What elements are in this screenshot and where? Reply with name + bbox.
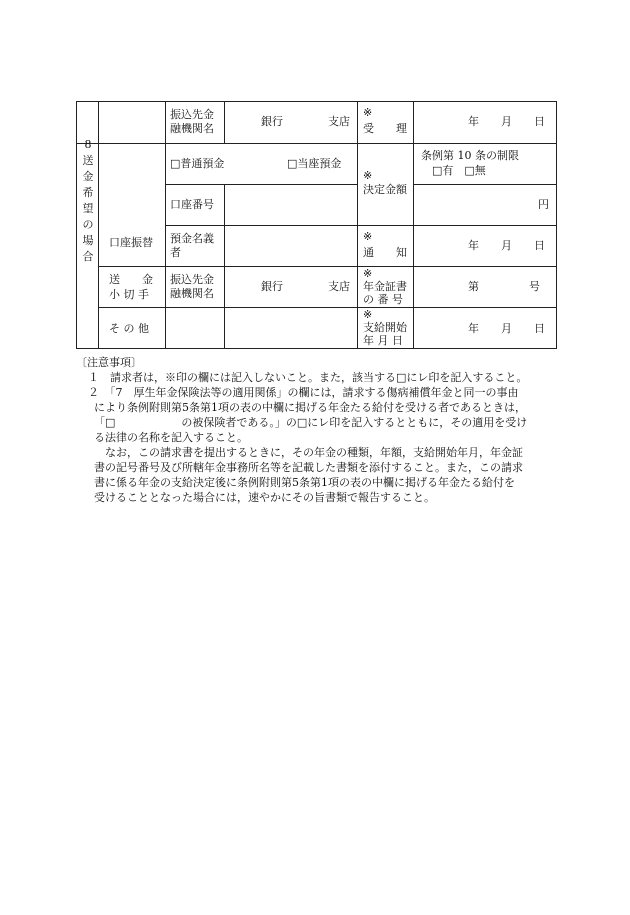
shosho-dai: 第 [468,280,479,293]
sokin-label: 送 金 [109,273,153,286]
futsu-yokin-checkbox[interactable]: □普通預金 [170,157,225,170]
shikyu-date: 年 月 日 [468,322,545,335]
shikyu-mark: ※ [363,308,373,321]
juri-date: 年 月 日 [468,115,545,128]
form-grid-lines [76,101,557,349]
koza-furikae-label: 口座振替 [109,236,153,249]
meigi-label-a: 預金名義 [170,232,214,245]
note-line-2: ２ 「7 厚生年金保険法等の適用関係」の欄には，請求する傷病補償年金と同一の事由 [88,386,519,399]
seigen-options-checkbox[interactable]: □有 □無 [432,164,486,177]
furikomi-label-1a: 振込先金 [170,108,214,121]
note-line-9: 受けることとなった場合には，速やかにその旨書類で報告すること。 [94,491,435,504]
remittance-form [76,101,557,349]
shiten-label-1: 支店 [328,115,350,128]
shikyu-label-a: 支給開始 [363,321,407,334]
ginko-label-2: 銀行 [261,280,283,293]
tsuchi-mark: ※ [363,230,373,243]
kettei-mark: ※ [363,169,373,182]
koza-bango-label: 口座番号 [170,198,214,211]
ginko-label-1: 銀行 [261,115,283,128]
note-line-4: 「□ の被保険者である。」の□にレ印を記入するとともに，その適用を受け [94,416,528,429]
furikomi-label-1b: 融機関名 [170,122,214,135]
en-unit: 円 [538,198,549,211]
note-line-6: なお，この請求書を提出するときに，その年金の種類，年額，支給開始年月，年金証 [105,446,523,459]
shosho-label-b: の 番 号 [363,293,403,306]
toza-yokin-checkbox[interactable]: □当座預金 [287,157,342,170]
furikomi-label-2a: 振込先金 [170,273,214,286]
kogitte-label: 小 切 手 [109,288,149,301]
juri-mark: ※ [363,106,373,119]
shosho-go: 号 [529,280,540,293]
note-line-7: 書の記号番号及び所轄年金事務所名等を記載した書類を添付すること。また，この請求 [94,461,523,474]
notes-section [76,355,565,505]
meigi-label-b: 者 [170,246,181,259]
section-8-label: 8送金希望の場合 [82,138,94,263]
tsuchi-date: 年 月 日 [468,239,545,252]
kettei-kingaku-label: 決定金額 [363,183,407,196]
seigen-title: 条例第 10 条の制限 [421,149,519,162]
note-line-8: 書に係る年金の支給決定後に条例附則第5条第1項の表の中欄に掲げる年金たる給付を [94,476,515,489]
note-line-3: により条例附則第5条第1項の表の中欄に掲げる年金たる給付を受ける者であるときは， [94,401,526,414]
shikyu-label-b: 年 月 日 [363,334,403,347]
shiten-label-2: 支店 [328,280,350,293]
furikomi-label-2b: 融機関名 [170,287,214,300]
sonota-label: そ の 他 [109,322,149,335]
shosho-label-a: 年金証書 [363,280,407,293]
tsuchi-label: 通 知 [363,246,407,259]
note-line-5: る法律の名称を記入すること。 [94,431,248,444]
juri-label: 受 理 [363,122,407,135]
note-line-1: １ 請求者は，※印の欄には記入しないこと。また，該当する□にレ印を記入すること。 [88,371,528,384]
shosho-mark: ※ [363,267,373,280]
notes-heading: 〔注意事項〕 [76,356,142,369]
